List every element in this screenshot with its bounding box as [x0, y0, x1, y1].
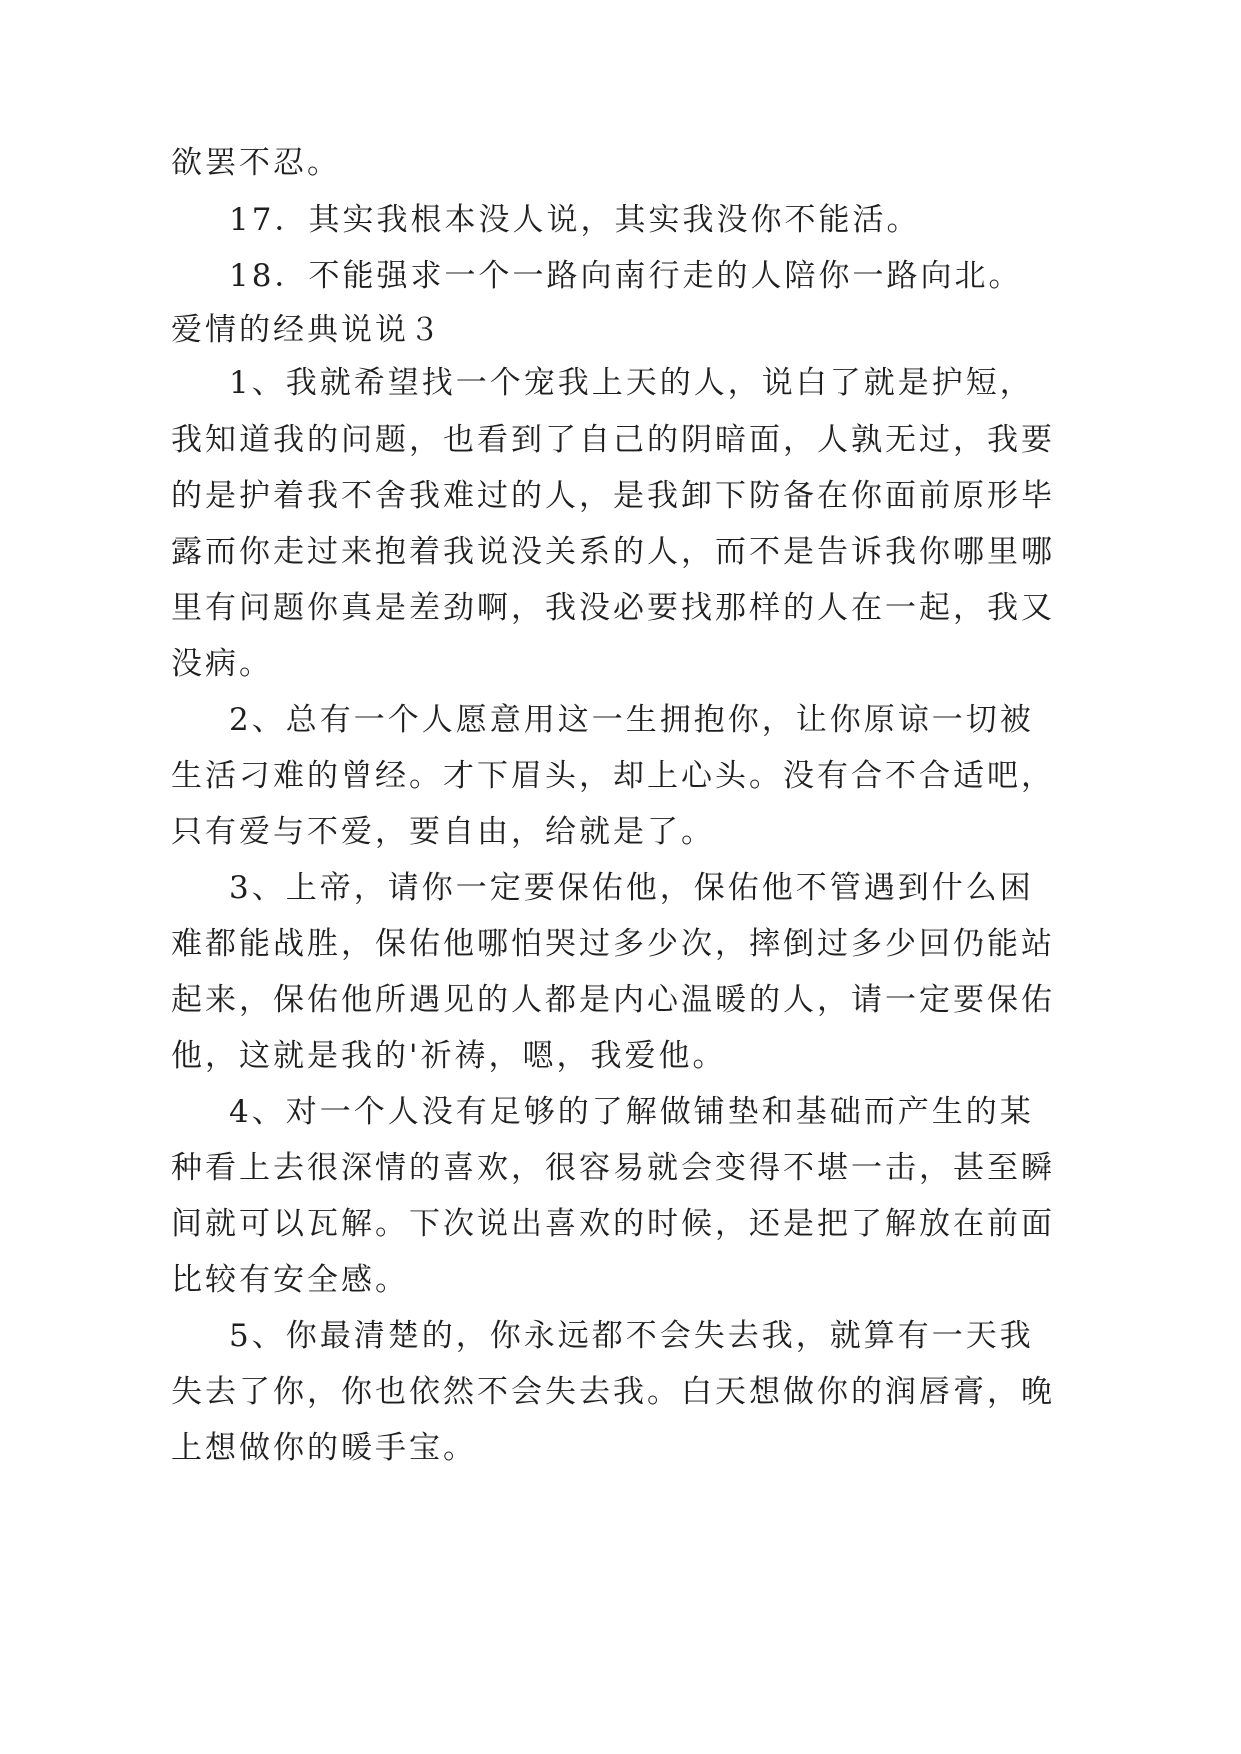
paragraph-2-line: 2、总有一个人愿意用这一生拥抱你，让你原谅一切被	[229, 702, 1034, 738]
paragraph-5-line: 5、你最清楚的，你永远都不会失去我，就算有一天我	[229, 1318, 1034, 1354]
paragraph-5-line: 上想做你的暖手宝。	[171, 1430, 477, 1466]
paragraph-1-line: 1、我就希望找一个宠我上天的人，说白了就是护短，	[229, 365, 1034, 401]
paragraph-3-line: 起来，保佑他所遇见的人都是内心温暖的人，请一定要保佑	[171, 982, 1055, 1018]
paragraph-3-line: 他，这就是我的'祈祷，嗯，我爱他。	[171, 1038, 727, 1074]
paragraph-3-line: 3、上帝，请你一定要保佑他，保佑他不管遇到什么困	[229, 870, 1034, 906]
paragraph-4-line: 比较有安全感。	[171, 1262, 409, 1298]
paragraph-5-line: 失去了你，你也依然不会失去我。白天想做你的润唇膏，晚	[171, 1374, 1055, 1410]
paragraph-4-line: 间就可以瓦解。下次说出喜欢的时候，还是把了解放在前面	[171, 1206, 1055, 1242]
section-heading: 爱情的经典说说３	[171, 312, 443, 348]
paragraph-4-line: 种看上去很深情的喜欢，很容易就会变得不堪一击，甚至瞬	[171, 1150, 1055, 1186]
list-item-17: 17．其实我根本没人说，其实我没你不能活。	[229, 202, 921, 238]
paragraph-2-line: 只有爱与不爱，要自由，给就是了。	[171, 814, 715, 850]
paragraph-2-line: 生活刁难的曾经。才下眉头，却上心头。没有合不合适吧，	[171, 758, 1055, 794]
text-line: 欲罢不忍。	[171, 145, 341, 181]
paragraph-1-line: 的是护着我不舍我难过的人，是我卸下防备在你面前原形毕	[171, 478, 1055, 514]
list-item-18: 18．不能强求一个一路向南行走的人陪你一路向北。	[229, 258, 1023, 294]
paragraph-1-line: 里有问题你真是差劲啊，我没必要找那样的人在一起，我又	[171, 590, 1055, 626]
paragraph-1-line: 露而你走过来抱着我说没关系的人，而不是告诉我你哪里哪	[171, 534, 1055, 570]
paragraph-4-line: 4、对一个人没有足够的了解做铺垫和基础而产生的某	[229, 1094, 1034, 1130]
paragraph-1-line: 没病。	[171, 646, 273, 682]
paragraph-3-line: 难都能战胜，保佑他哪怕哭过多少次，摔倒过多少回仍能站	[171, 926, 1055, 962]
paragraph-1-line: 我知道我的问题，也看到了自己的阴暗面，人孰无过，我要	[171, 422, 1055, 458]
